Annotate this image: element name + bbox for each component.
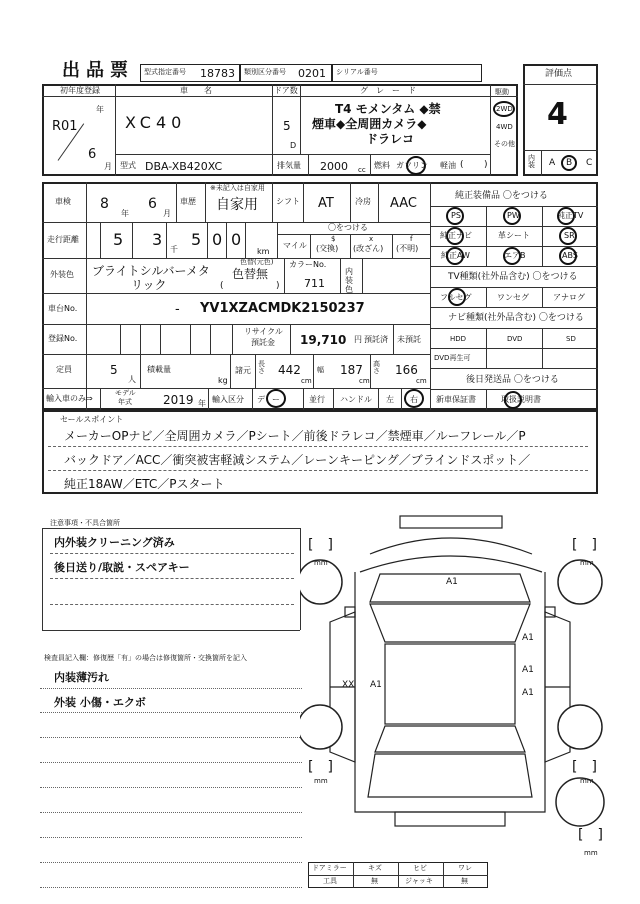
model-year: 2019 (163, 393, 194, 407)
nav-title: ナビ種類(社外品含む) 〇をつける (448, 313, 584, 323)
inspection-month: 6 (148, 196, 157, 212)
usage-value: 自家用 (216, 197, 258, 213)
usage-label: 車歴 (180, 197, 196, 206)
car-name-label: 車 名 (180, 86, 212, 95)
form-title: 出品票 (62, 60, 134, 81)
reg-no-label: 登録No. (48, 334, 78, 343)
rear-bumper (395, 812, 505, 826)
recycle-amount: 19,710 (300, 333, 347, 347)
doors-label: ドア数 (274, 86, 298, 95)
grade-label: グ レ ー ド (360, 86, 416, 95)
model-no-label: 型式指定番号 (144, 68, 186, 76)
class-no-value: 0201 (298, 67, 326, 80)
score-label: 評価点 (545, 69, 573, 79)
cc-unit: cc (358, 166, 366, 174)
score-value: 4 (547, 97, 568, 132)
mileage-circle-note: 〇をつける (328, 223, 368, 232)
inspection-year: 8 (100, 196, 109, 212)
doors-value: 5 (283, 119, 291, 133)
drive-4wd: 4WD (496, 123, 513, 131)
width-value: 187 (340, 363, 363, 377)
fuel-label: 燃料 (374, 161, 390, 170)
notes-label: 注意事項・不具合箇所 (50, 519, 120, 527)
handle-circle (404, 389, 424, 408)
note-line3: 内装薄汚れ (54, 671, 109, 684)
color-no: 711 (304, 277, 325, 290)
import-type-label: 輸入区分 (212, 395, 244, 404)
color-line1: ブライトシルバーメタ (92, 264, 210, 278)
color-change-label: 色替(元色) (240, 258, 274, 266)
model-no-value: 18783 (200, 67, 235, 80)
sales-line2: バックドア／ACC／衝突被害軽減システム／レーンキーピング／ブラインドスポット／ (64, 453, 531, 467)
car-diagram (300, 512, 610, 862)
fuel-diesel: 軽油 (440, 161, 456, 170)
first-reg-year: R01 (52, 119, 78, 134)
note-line4: 外装 小傷・エクボ (54, 696, 146, 709)
drive-2wd: 2WD (496, 105, 513, 113)
year-unit: 年 (96, 105, 104, 114)
ac-label: 冷房 (355, 197, 371, 206)
later-title: 後日発送品 〇をつける (466, 375, 559, 385)
displacement-label: 排気量 (277, 161, 301, 170)
inspector-label: 検査員記入欄：修復歴「有」の場合は修復箇所・交換箇所を記入 (44, 654, 247, 662)
interior-a: A (549, 158, 556, 168)
interior-b: B (566, 158, 573, 168)
mark-hood: A1 (446, 577, 458, 587)
chassis-no: YV1XZACMDK2150237 (200, 301, 365, 316)
sales-line3: 純正18AW／ETC／Pスタート (64, 477, 225, 491)
model-code: DBA-XB420XC (145, 160, 223, 173)
tv-title: TV種類(社外品含む) 〇をつける (448, 272, 578, 282)
undocumented-note: ※未記入は自家用 (210, 184, 265, 192)
car-name-value: XC40 (125, 113, 187, 132)
color-line2: リック (131, 278, 167, 292)
mark-left-xx: XX (342, 680, 355, 690)
interior-label: 内装 (528, 154, 535, 169)
height-value: 166 (395, 363, 418, 377)
serial-label: シリアル番号 (336, 68, 378, 76)
mileage-label: 走行距離 (47, 235, 79, 244)
color-change: 色替無 (232, 267, 269, 281)
note-line2: 後日送り/取説・スペアキー (54, 561, 190, 574)
grade-line2: 煙車◆全周囲カメラ◆ (312, 117, 427, 131)
drive-2wd-circle (493, 101, 515, 117)
fuel-gasoline: ガソリン (396, 161, 428, 170)
import-label: 輸入車のみ⇒ (46, 394, 93, 403)
color-label: 外装色 (50, 270, 74, 279)
first-reg-label: 初年度登録 (60, 86, 100, 95)
ac-value: AAC (390, 196, 417, 211)
sales-line1: メーカーOPナビ／全周囲カメラ／Pシート／前後ドラレコ／禁煙車／ルーフレール／P (64, 429, 526, 443)
first-reg-month: 6 (88, 147, 97, 162)
drive-label: 駆動 (495, 88, 509, 96)
type-label: 型式 (120, 161, 136, 170)
capacity-label: 定員 (56, 365, 72, 374)
dims-label: 諸元 (235, 366, 251, 375)
import-circle (266, 389, 286, 408)
grade-line3: ドラレコ (366, 132, 415, 146)
shift-value: AT (318, 196, 334, 211)
grade-line1: T4 モメンタム ◆禁 (335, 102, 441, 116)
door-type: D (290, 141, 297, 150)
class-no-label: 類別区分番号 (244, 68, 286, 76)
sales-label: セールスポイント (60, 415, 124, 424)
capacity-value: 5 (110, 363, 118, 377)
drive-other: その他 (494, 140, 515, 148)
interior-color-label: 内装色 (345, 267, 353, 294)
note-line1: 内外装クリーニング済み (54, 536, 175, 549)
chassis-label: 車台No. (48, 304, 78, 313)
color-no-label: カラーNo. (289, 260, 327, 269)
front-bumper (400, 516, 502, 528)
displacement-value: 2000 (320, 160, 348, 173)
mark-right-door: A1 (522, 688, 534, 698)
genuine-title: 純正装備品 〇をつける (455, 191, 548, 201)
interior-b-circle (561, 155, 577, 171)
month-unit: 月 (104, 162, 112, 171)
shift-label: シフト (276, 197, 300, 206)
load-label: 積載量 (147, 365, 171, 374)
inspection-label: 車検 (55, 197, 71, 206)
mark-left-door: A1 (370, 680, 382, 690)
length-value: 442 (278, 363, 301, 377)
mark-right-front: A1 (522, 633, 534, 643)
interior-c: C (586, 158, 593, 168)
mark-right-rear: A1 (522, 665, 534, 675)
fuel-circle (406, 156, 426, 175)
